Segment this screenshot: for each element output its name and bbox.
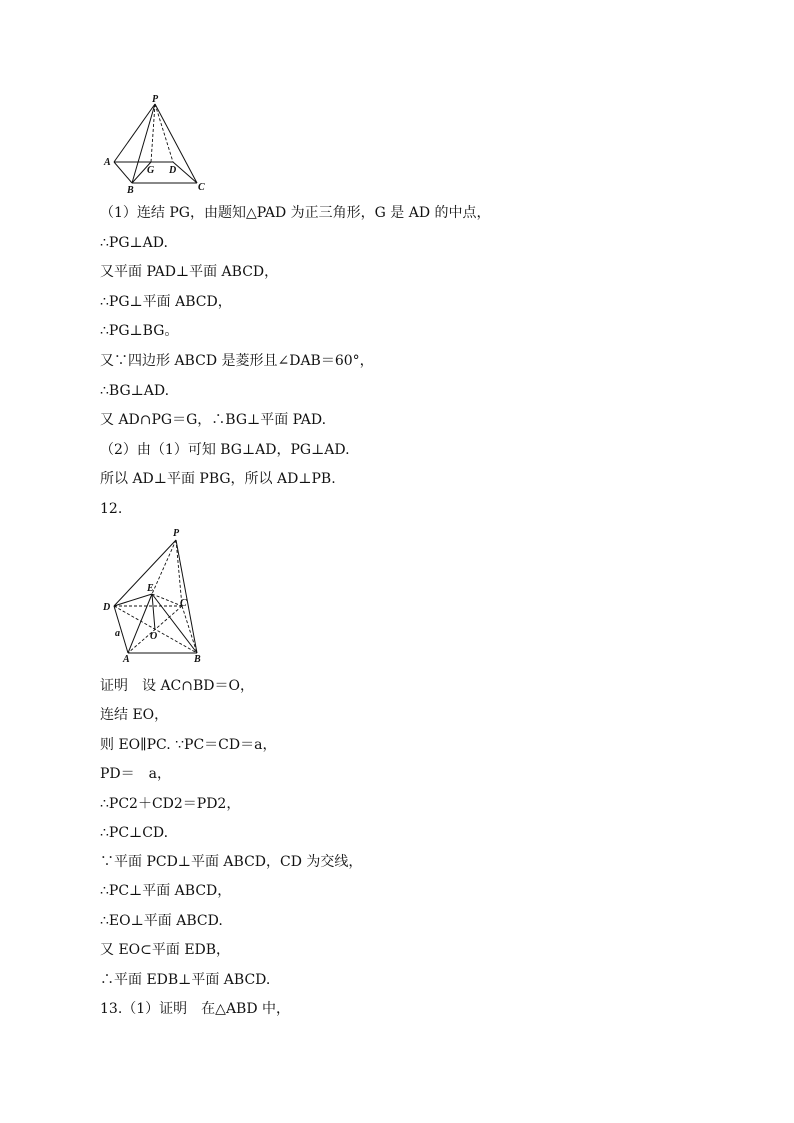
pyramid-diagram-2 (100, 524, 215, 666)
text-line: ∴平面 EDB⊥平面 ABCD. (100, 972, 271, 988)
text-line: （1）连结 PG，由题知△PAD 为正三角形，G 是 AD 的中点， (100, 205, 491, 221)
label-B: B (127, 185, 134, 196)
text-line: 则 EO∥PC. ∵PC＝CD＝a， (100, 737, 277, 753)
label-C: C (180, 598, 187, 609)
label-A: A (104, 157, 111, 168)
pyramid-diagram-1 (100, 92, 215, 197)
label-a: a (115, 628, 120, 639)
text-line: 连结 EO， (100, 707, 169, 723)
label-D: D (103, 602, 111, 613)
text-line: 13.（1）证明 在△ABD 中， (100, 1001, 291, 1017)
text-line: PD＝ a， (100, 766, 171, 782)
text-line: ∴PG⊥BG。 (100, 323, 179, 339)
text-line: （2）由（1）可知 BG⊥AD，PG⊥AD. (100, 442, 350, 458)
text-line: ∴PG⊥AD. (100, 235, 168, 251)
pyramid-figure-2 (100, 524, 215, 666)
label-O: O (150, 631, 158, 642)
label-B: B (194, 654, 201, 665)
text-line: ∴EO⊥平面 ABCD. (100, 913, 223, 929)
label-P: P (152, 94, 159, 105)
pyramid-figure-1 (100, 92, 215, 197)
problem-number: 12. (100, 501, 123, 517)
text-line: ∵平面 PCD⊥平面 ABCD，CD 为交线， (100, 854, 363, 870)
text-line: 证明 设 AC∩BD＝O， (100, 678, 254, 694)
label-A: A (123, 654, 130, 665)
label-C: C (198, 182, 205, 193)
text-line: 又 EO⊂平面 EDB， (100, 942, 231, 958)
label-P: P (173, 528, 180, 539)
text-line: 又∵四边形 ABCD 是菱形且∠DAB＝60°， (100, 353, 374, 369)
text-line: ∴PC⊥CD. (100, 825, 169, 841)
text-line: 又 AD∩PG＝G，∴BG⊥平面 PAD. (100, 412, 327, 428)
text-line: ∴PG⊥平面 ABCD， (100, 294, 232, 310)
text-line: ∴BG⊥AD. (100, 383, 170, 399)
label-E: E (147, 583, 154, 594)
label-G: G (147, 165, 155, 176)
text-line: ∴PC2＋CD2＝PD2， (100, 796, 241, 812)
text-line: 又平面 PAD⊥平面 ABCD， (100, 264, 279, 280)
text-line: 所以 AD⊥平面 PBG，所以 AD⊥PB. (100, 471, 336, 487)
label-D: D (169, 165, 177, 176)
text-line: ∴PC⊥平面 ABCD， (100, 883, 232, 899)
